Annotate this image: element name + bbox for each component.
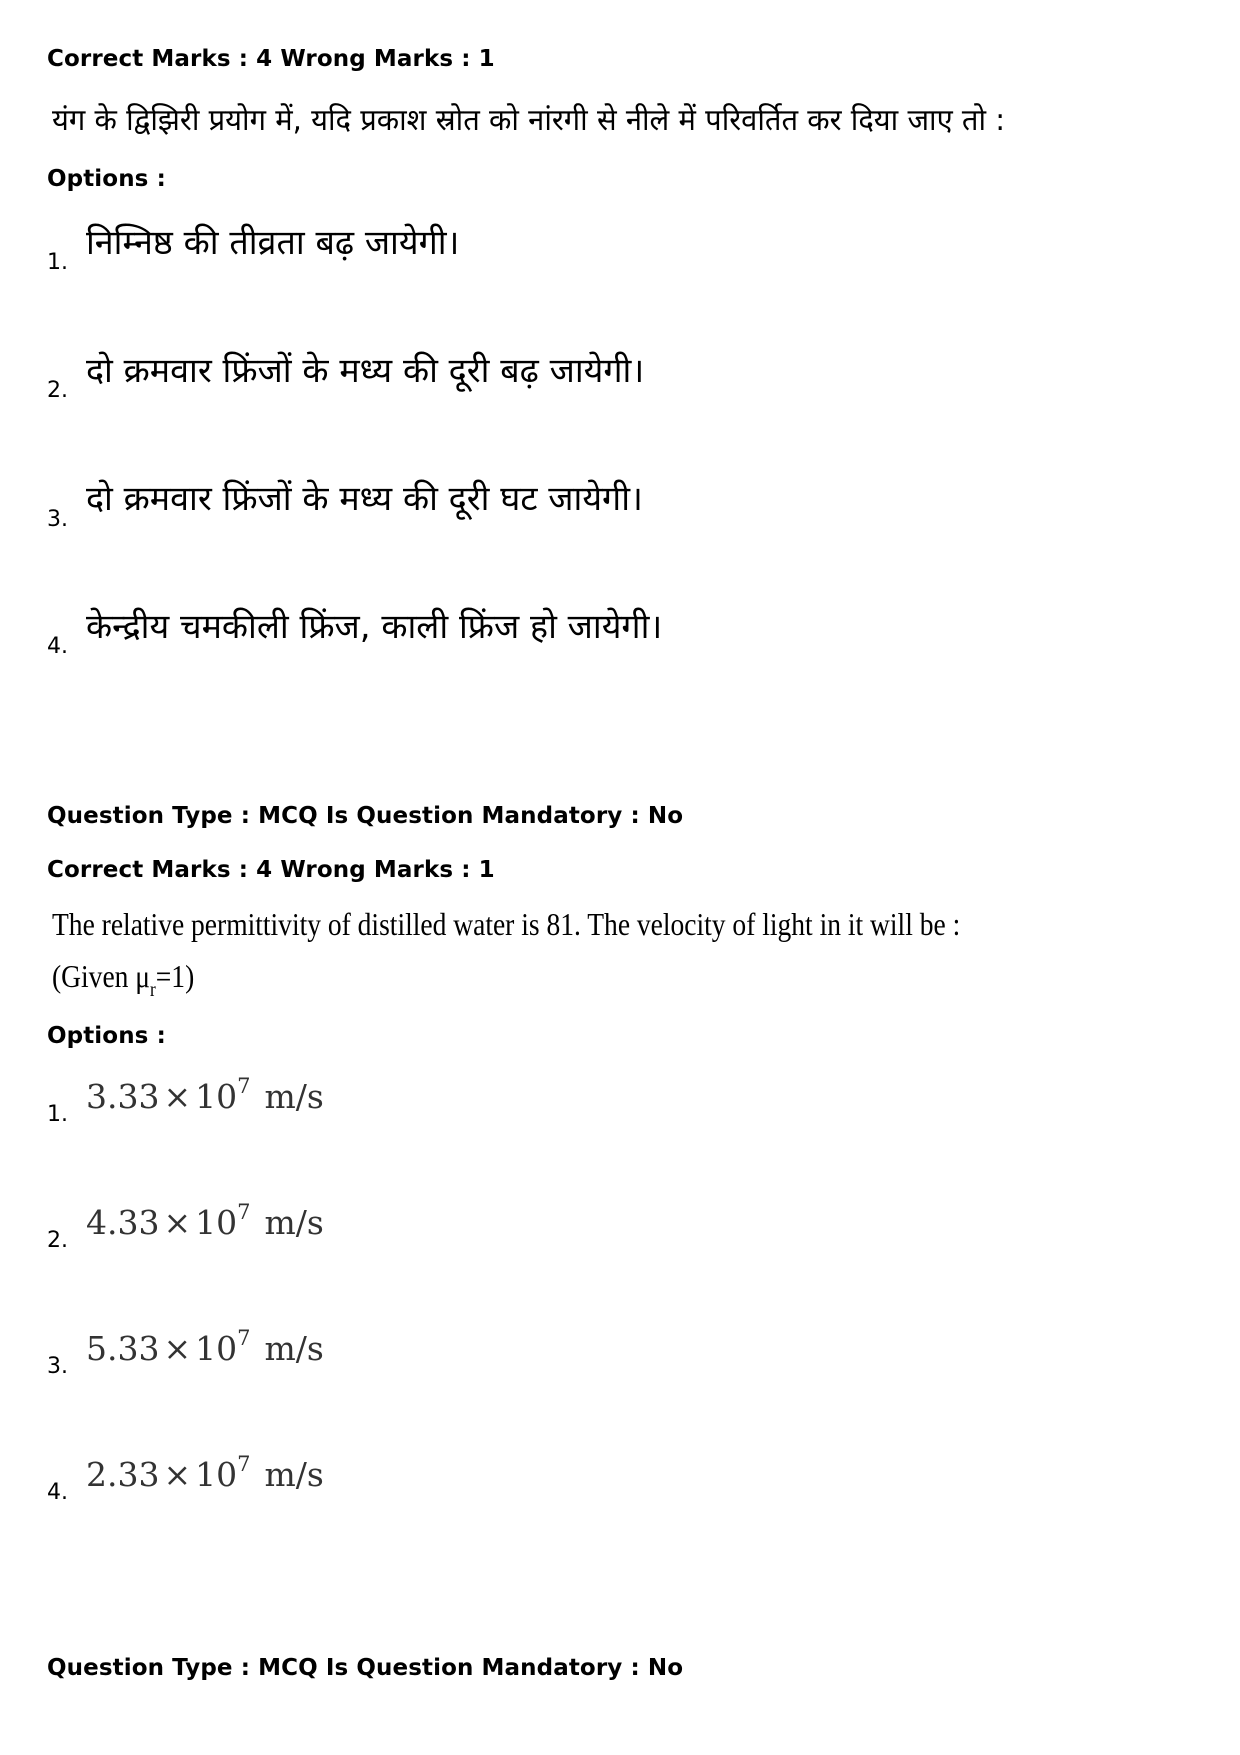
- q2-type-line: Question Type : MCQ Is Question Mandatory : No: [47, 803, 684, 829]
- q2-option-3-exp: 7: [237, 1326, 251, 1350]
- q1-option-4-number: 4.: [47, 634, 68, 659]
- q2-option-3-number: 3.: [47, 1354, 68, 1379]
- q2-option-1-base: 10: [195, 1077, 238, 1116]
- q3-type-line: Question Type : MCQ Is Question Mandatory : No: [47, 1655, 684, 1681]
- q2-given-mu: μ: [135, 958, 151, 994]
- q2-option-1-unit: m/s: [264, 1077, 324, 1116]
- q2-option-4-value: [86, 1452, 324, 1494]
- q1-option-2-text: दो क्रमवार फ्रिंजों के मध्य की दूरी बढ़ जायेगी।: [86, 351, 645, 391]
- q2-options-label: Options :: [47, 1023, 166, 1049]
- q2-option-4-number: 4.: [47, 1480, 68, 1505]
- q1-option-2-number: 2.: [47, 378, 68, 403]
- q2-question-text: The relative permittivity of distilled water is 81. The velocity of light in it will be :: [52, 906, 961, 942]
- q1-question-text: यंग के द्विझिरी प्रयोग में, यदि प्रकाश स्रोत को नांरगी से नीले में परिवर्तित कर दिया जाए तो :: [52, 103, 1006, 138]
- q1-option-3-text: दो क्रमवार फ्रिंजों के मध्य की दूरी घट जायेगी।: [86, 479, 643, 519]
- q2-given-prefix: (Given: [52, 958, 129, 994]
- q2-option-2-unit: m/s: [264, 1203, 324, 1242]
- q2-option-1-exp: 7: [237, 1074, 251, 1098]
- q2-option-1-value: [86, 1074, 324, 1116]
- q1-option-1-text: निम्निष्ठ की तीव्रता बढ़ जायेगी।: [86, 223, 460, 263]
- q2-option-3-base: 10: [195, 1329, 238, 1368]
- q2-option-4-unit: m/s: [264, 1455, 324, 1494]
- q2-marks: Correct Marks : 4 Wrong Marks : 1: [47, 857, 495, 883]
- q2-option-3-times: ×: [163, 1329, 192, 1368]
- q2-option-3-value: [86, 1326, 324, 1368]
- q2-option-2-times: ×: [163, 1203, 192, 1242]
- q2-option-1-coef: 3.33: [86, 1077, 160, 1116]
- q1-options-label: Options :: [47, 166, 166, 192]
- q2-option-4-exp: 7: [237, 1452, 251, 1476]
- q2-given-sub: r: [150, 979, 156, 1001]
- q2-option-4-times: ×: [163, 1455, 192, 1494]
- q1-marks: Correct Marks : 4 Wrong Marks : 1: [47, 46, 495, 72]
- q1-option-4-text: केन्द्रीय चमकीली फ्रिंज, काली फ्रिंज हो जायेगी।: [86, 607, 663, 647]
- q2-option-1-number: 1.: [47, 1102, 68, 1127]
- q2-option-2-value: [86, 1200, 324, 1242]
- q2-given-suffix: =1): [155, 958, 195, 994]
- q2-option-2-number: 2.: [47, 1228, 68, 1253]
- q2-option-4-coef: 2.33: [86, 1455, 160, 1494]
- q2-option-2-base: 10: [195, 1203, 238, 1242]
- q2-option-1-times: ×: [163, 1077, 192, 1116]
- q2-option-3-coef: 5.33: [86, 1329, 160, 1368]
- q2-option-4-base: 10: [195, 1455, 238, 1494]
- q1-option-1-number: 1.: [47, 250, 68, 275]
- q2-option-2-coef: 4.33: [86, 1203, 160, 1242]
- q2-option-2-exp: 7: [237, 1200, 251, 1224]
- q1-option-3-number: 3.: [47, 507, 68, 532]
- q2-option-3-unit: m/s: [264, 1329, 324, 1368]
- q2-given-condition: [52, 958, 195, 1001]
